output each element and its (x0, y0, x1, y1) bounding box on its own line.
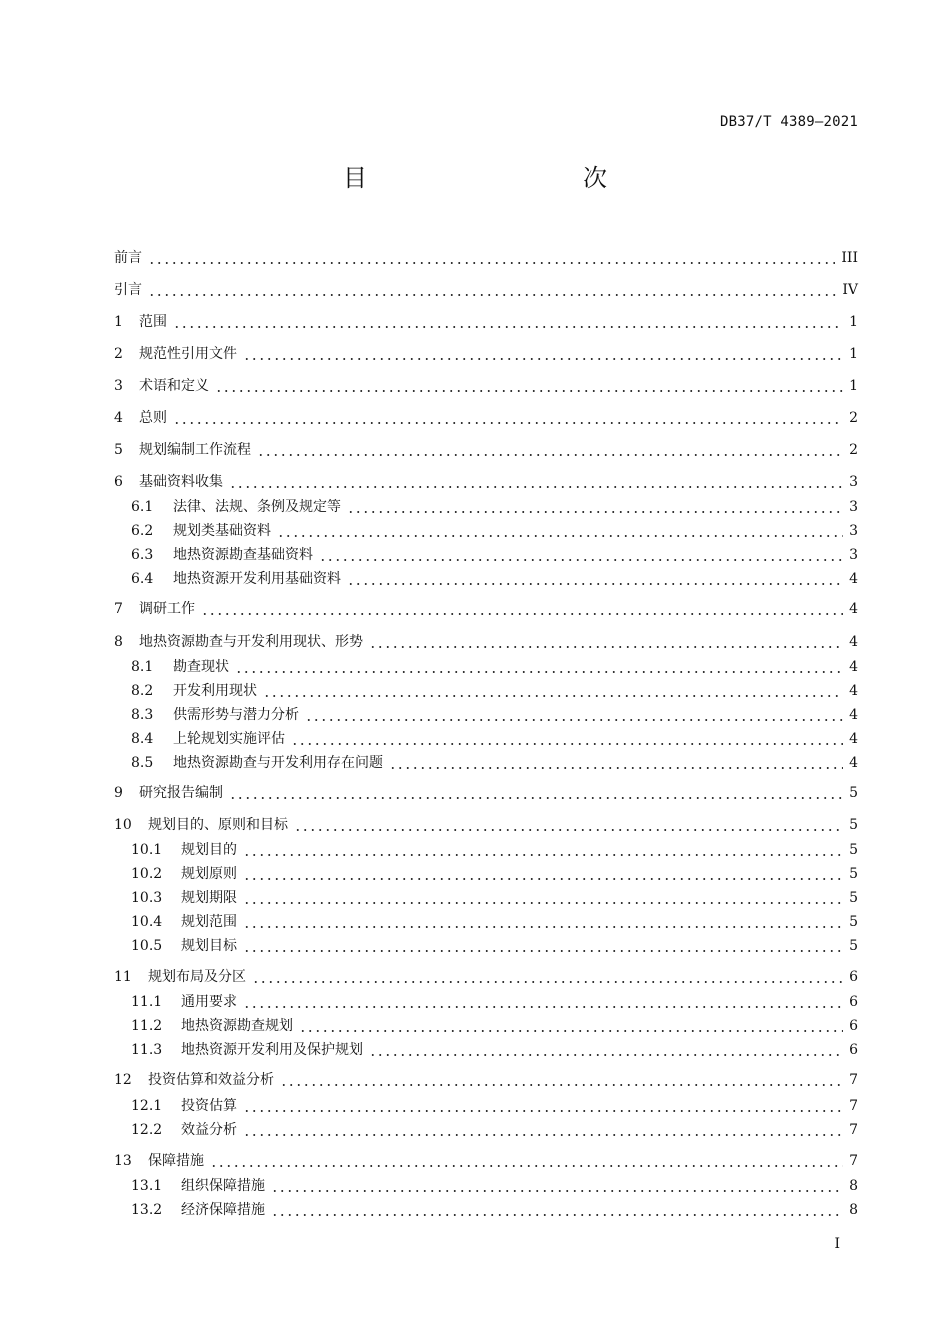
toc-entry-page: 2 (849, 410, 858, 426)
toc-entry-number: 3 (114, 378, 123, 394)
toc-entry[interactable] (131, 935, 858, 955)
toc-entry[interactable] (131, 496, 858, 516)
toc-entry-number: 13.2 (131, 1202, 163, 1218)
toc-entry[interactable] (114, 966, 858, 986)
toc-entry-label: 地热资源勘查与开发利用现状、形势 (139, 634, 363, 650)
toc-entry-label: 总则 (139, 410, 167, 426)
toc-entry-number: 8.2 (131, 683, 154, 699)
toc-entry[interactable] (131, 520, 858, 540)
dot-leader (294, 829, 843, 831)
dot-leader (243, 1134, 843, 1136)
toc-entry-page: 2 (849, 442, 858, 458)
toc-entry-label: 开发利用现状 (173, 683, 257, 699)
toc-entry-page: 4 (849, 659, 858, 675)
toc-entry[interactable] (131, 544, 858, 564)
toc-entry[interactable] (131, 656, 858, 676)
toc-entry-page: IV (842, 282, 858, 298)
toc-entry-label: 投资估算和效益分析 (148, 1072, 274, 1088)
toc-entry-label: 地热资源开发利用及保护规划 (181, 1042, 363, 1058)
toc-entry-label: 引言 (114, 282, 142, 298)
toc-entry-page: 6 (849, 1018, 858, 1034)
toc-entry-number: 7 (114, 601, 123, 617)
toc-entry-label: 术语和定义 (139, 378, 209, 394)
toc-entry-number: 12 (114, 1072, 132, 1088)
toc-entry-number: 11 (114, 969, 132, 985)
dot-leader (347, 511, 843, 513)
toc-entry-number: 8.5 (131, 755, 154, 771)
toc-entry-label: 法律、法规、条例及规定等 (173, 499, 341, 515)
dot-leader (215, 390, 843, 392)
toc-entry-label: 规划布局及分区 (148, 969, 246, 985)
toc-entry-page: 3 (849, 499, 858, 515)
dot-leader (280, 1084, 843, 1086)
toc-entry-page: 8 (849, 1202, 858, 1218)
dot-leader (243, 950, 843, 952)
toc-entry-number: 11.3 (131, 1042, 163, 1058)
toc-entry-label: 规划期限 (181, 890, 237, 906)
toc-entry-number: 13 (114, 1153, 132, 1169)
dot-leader (347, 583, 843, 585)
toc-entry-page: 5 (849, 866, 858, 882)
dot-leader (271, 1214, 843, 1216)
toc-entry-number: 11.2 (131, 1018, 163, 1034)
toc-entry[interactable] (131, 911, 858, 931)
dot-leader (243, 878, 843, 880)
toc-entry[interactable] (131, 863, 858, 883)
dot-leader (263, 695, 843, 697)
toc-entry[interactable] (114, 631, 858, 651)
toc-entry[interactable] (114, 375, 858, 395)
toc-entry-label: 地热资源开发利用基础资料 (173, 571, 341, 587)
toc-entry-label: 勘查现状 (173, 659, 229, 675)
toc-entry-page: 4 (849, 731, 858, 747)
toc-entry-label: 通用要求 (181, 994, 237, 1010)
toc-entry-page: 4 (849, 601, 858, 617)
dot-leader (369, 1054, 843, 1056)
toc-entry-number: 6.3 (131, 547, 154, 563)
dot-leader (243, 358, 843, 360)
toc-entry-number: 10.3 (131, 890, 163, 906)
toc-entry-label: 研究报告编制 (139, 785, 223, 801)
toc-entry-page: 7 (849, 1153, 858, 1169)
toc-entry-page: 7 (849, 1098, 858, 1114)
toc-entry-label: 经济保障措施 (181, 1202, 265, 1218)
toc-entry-page: 1 (849, 378, 858, 394)
dot-leader (201, 613, 843, 615)
dot-leader (148, 262, 835, 264)
toc-entry-number: 8 (114, 634, 123, 650)
toc-entry-page: 4 (849, 707, 858, 723)
toc-entry[interactable] (131, 1095, 858, 1115)
toc-entry-label: 效益分析 (181, 1122, 237, 1138)
toc-entry-label: 规划编制工作流程 (139, 442, 251, 458)
page-title: 目 次 (343, 164, 663, 192)
toc-entry[interactable] (114, 782, 858, 802)
toc-entry-number: 10 (114, 817, 132, 833)
toc-entry-page: III (841, 250, 858, 266)
toc-entry-label: 规范性引用文件 (139, 346, 237, 362)
toc-entry-page: 5 (849, 785, 858, 801)
toc-entry-number: 2 (114, 346, 123, 362)
toc-entry-label: 前言 (114, 250, 142, 266)
toc-entry-page: 6 (849, 969, 858, 985)
page-number: I (834, 1236, 840, 1252)
toc-entry-label: 规划目的、原则和目标 (148, 817, 288, 833)
toc-entry-page: 5 (849, 914, 858, 930)
toc-entry-page: 6 (849, 1042, 858, 1058)
toc-entry-page: 4 (849, 755, 858, 771)
toc-entry-page: 3 (849, 523, 858, 539)
toc-entry[interactable] (114, 279, 858, 299)
toc-entry[interactable] (131, 568, 858, 588)
toc-entry-label: 地热资源勘查与开发利用存在问题 (173, 755, 383, 771)
toc-entry-page: 7 (849, 1072, 858, 1088)
toc-entry[interactable] (131, 1199, 858, 1219)
dot-leader (299, 1030, 843, 1032)
toc-entry-number: 6.4 (131, 571, 154, 587)
toc-entry-label: 供需形势与潜力分析 (173, 707, 299, 723)
toc-entry-page: 3 (849, 547, 858, 563)
toc-entry[interactable] (131, 1175, 858, 1195)
toc-entry-number: 13.1 (131, 1178, 163, 1194)
toc-entry-number: 10.5 (131, 938, 163, 954)
toc-entry[interactable] (114, 439, 858, 459)
toc-entry[interactable] (131, 704, 858, 724)
toc-entry[interactable] (114, 471, 858, 491)
toc-entry-label: 地热资源勘查基础资料 (173, 547, 313, 563)
dot-leader (235, 671, 843, 673)
toc-entry-number: 10.2 (131, 866, 163, 882)
dot-leader (291, 743, 843, 745)
toc-entry[interactable] (114, 1069, 858, 1089)
dot-leader (210, 1165, 843, 1167)
dot-leader (173, 326, 843, 328)
toc-entry-page: 3 (849, 474, 858, 490)
toc-entry-label: 范围 (139, 314, 167, 330)
toc-entry-label: 规划目标 (181, 938, 237, 954)
toc-entry-number: 4 (114, 410, 123, 426)
toc-entry-page: 4 (849, 634, 858, 650)
toc-entry-number: 6.1 (131, 499, 154, 515)
dot-leader (319, 559, 843, 561)
toc-entry[interactable] (131, 1119, 858, 1139)
dot-leader (173, 422, 843, 424)
toc-entry-page: 6 (849, 994, 858, 1010)
dot-leader (243, 1006, 843, 1008)
toc-entry[interactable] (114, 814, 858, 834)
toc-entry-page: 1 (849, 346, 858, 362)
toc-entry-label: 投资估算 (181, 1098, 237, 1114)
toc-entry-number: 12.2 (131, 1122, 163, 1138)
toc-entry[interactable] (131, 728, 858, 748)
toc-entry-page: 1 (849, 314, 858, 330)
toc-entry-number: 8.4 (131, 731, 154, 747)
toc-entry-number: 6 (114, 474, 123, 490)
toc-entry-number: 8.1 (131, 659, 154, 675)
dot-leader (243, 854, 843, 856)
toc-entry-number: 6.2 (131, 523, 154, 539)
toc-entry-number: 1 (114, 314, 123, 330)
toc-entry[interactable] (114, 1150, 858, 1170)
toc-entry-label: 调研工作 (139, 601, 195, 617)
dot-leader (369, 646, 843, 648)
toc-entry[interactable] (131, 839, 858, 859)
toc-entry-number: 10.1 (131, 842, 163, 858)
dot-leader (257, 454, 843, 456)
toc-entry[interactable] (114, 343, 858, 363)
toc-entry-page: 5 (849, 938, 858, 954)
toc-entry-page: 5 (849, 817, 858, 833)
dot-leader (305, 719, 843, 721)
dot-leader (229, 486, 843, 488)
toc-entry[interactable] (131, 1015, 858, 1035)
toc-entry[interactable] (114, 598, 858, 618)
toc-entry-label: 组织保障措施 (181, 1178, 265, 1194)
toc-entry-page: 4 (849, 683, 858, 699)
toc-entry-label: 基础资料收集 (139, 474, 223, 490)
dot-leader (229, 797, 843, 799)
dot-leader (243, 926, 843, 928)
toc-entry[interactable] (131, 1039, 858, 1059)
toc-entry-number: 10.4 (131, 914, 163, 930)
dot-leader (389, 767, 843, 769)
toc-entry-label: 上轮规划实施评估 (173, 731, 285, 747)
toc-entry-label: 规划范围 (181, 914, 237, 930)
toc-entry-number: 9 (114, 785, 123, 801)
toc-entry-label: 规划类基础资料 (173, 523, 271, 539)
dot-leader (148, 294, 836, 296)
dot-leader (277, 535, 843, 537)
toc-entry-page: 5 (849, 890, 858, 906)
toc-entry-number: 8.3 (131, 707, 154, 723)
toc-entry-page: 7 (849, 1122, 858, 1138)
toc-entry[interactable] (131, 752, 858, 772)
toc-entry-label: 规划目的 (181, 842, 237, 858)
toc-entry-number: 12.1 (131, 1098, 163, 1114)
toc-entry-page: 5 (849, 842, 858, 858)
toc-entry[interactable] (131, 991, 858, 1011)
toc-entry-page: 8 (849, 1178, 858, 1194)
toc-entry-label: 地热资源勘查规划 (181, 1018, 293, 1034)
toc-entry-label: 规划原则 (181, 866, 237, 882)
dot-leader (243, 1110, 843, 1112)
document-code: DB37/T 4389—2021 (719, 114, 858, 130)
toc-entry[interactable] (131, 887, 858, 907)
dot-leader (252, 981, 843, 983)
dot-leader (243, 902, 843, 904)
dot-leader (271, 1190, 843, 1192)
toc-entry-number: 5 (114, 442, 123, 458)
toc-entry[interactable] (114, 247, 858, 267)
toc-entry[interactable] (114, 311, 858, 331)
toc-entry-page: 4 (849, 571, 858, 587)
toc-entry[interactable] (114, 407, 858, 427)
toc-entry-number: 11.1 (131, 994, 163, 1010)
toc-entry-label: 保障措施 (148, 1153, 204, 1169)
toc-entry[interactable] (131, 680, 858, 700)
